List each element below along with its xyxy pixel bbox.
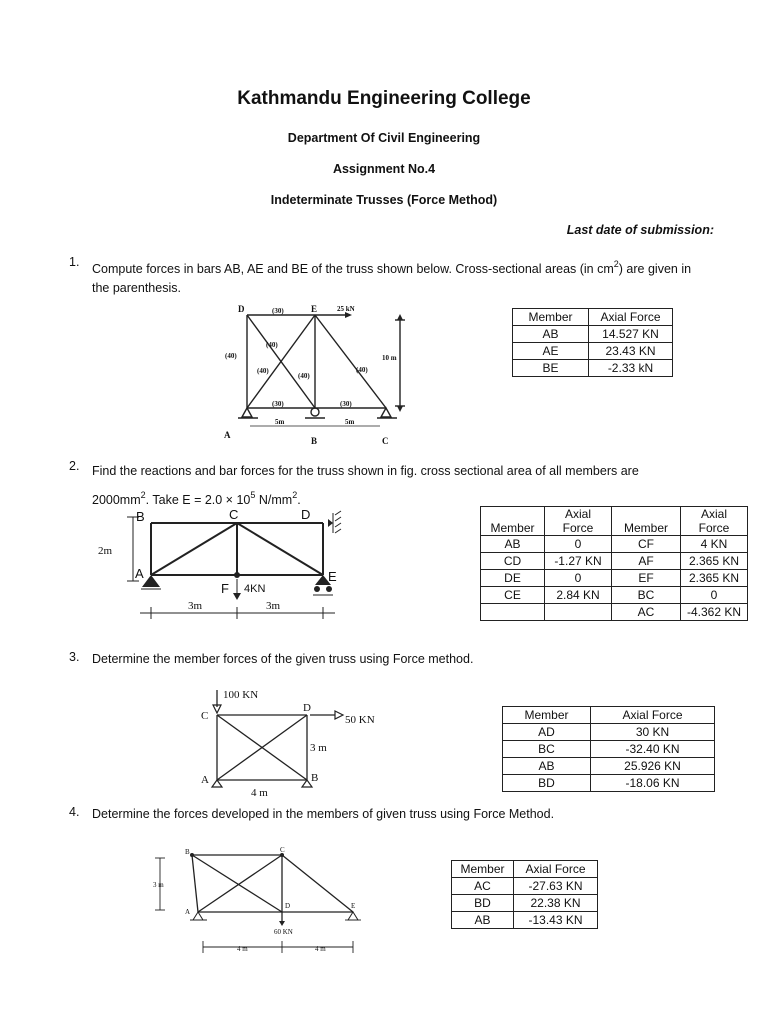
table-cell: AE <box>513 343 589 360</box>
truss-diagram-4 <box>145 840 375 960</box>
span-left-label: 3m <box>188 600 203 612</box>
table-cell: AB <box>452 912 514 929</box>
table-cell: -1.27 KN <box>545 553 612 570</box>
question-2-number: 2. <box>69 459 80 473</box>
table-cell: EF <box>612 570 681 587</box>
table-cell: 0 <box>545 536 612 553</box>
table-cell <box>481 604 545 621</box>
header-force: Force <box>698 521 730 535</box>
table-row <box>452 912 598 929</box>
question-2-text-b3: N/mm <box>255 493 293 507</box>
table-cell: AB <box>513 326 589 343</box>
table-header-cell <box>545 507 612 536</box>
table-cell: -32.40 KN <box>591 741 715 758</box>
question-3-number: 3. <box>69 650 80 664</box>
truss-diagram-1 <box>220 300 420 450</box>
table-row <box>503 775 715 792</box>
node-e-label: E <box>351 902 356 910</box>
question-1-text <box>92 255 722 298</box>
table-header-cell: Axial Force <box>514 861 598 878</box>
header-axial: Axial <box>700 507 727 521</box>
table-row <box>503 724 715 741</box>
node-d-label: D <box>238 304 245 314</box>
table-cell: CD <box>481 553 545 570</box>
assignment-topic: Indeterminate Trusses (Force Method) <box>270 193 498 207</box>
table-cell: AB <box>481 536 545 553</box>
node-c-label: C <box>201 710 209 722</box>
load-100-label: 100 KN <box>223 689 259 701</box>
load-label: 4KN <box>244 583 266 595</box>
table-row <box>503 758 715 775</box>
question-4-number: 4. <box>69 805 80 819</box>
table-cell: BE <box>513 360 589 377</box>
table-header-row <box>513 309 673 326</box>
height-label: 3 m <box>153 881 164 889</box>
table-cell: BD <box>503 775 591 792</box>
truss-diagram-2 <box>95 505 365 620</box>
header-axial: Axial <box>564 507 591 521</box>
member-ce <box>315 315 386 408</box>
span-left-label: 4 m <box>237 945 248 953</box>
load-label: 25 kN <box>337 305 355 313</box>
question-3-text: Determine the member forces of the given truss using Force method. <box>92 652 474 666</box>
table-row <box>481 570 748 587</box>
node-d-label: D <box>285 902 291 910</box>
table-cell: AF <box>612 553 681 570</box>
table-cell: -18.06 KN <box>591 775 715 792</box>
span-right-label: 5m <box>345 418 355 426</box>
area-bc-label: (30) <box>340 400 352 408</box>
question-4-text: Determine the forces developed in the members of given truss using Force Method. <box>92 807 555 821</box>
table-cell: DE <box>481 570 545 587</box>
table-cell: BD <box>452 895 514 912</box>
question-1-superscript: 2 <box>613 259 619 269</box>
node-e-label: E <box>311 304 318 314</box>
table-row <box>513 326 673 343</box>
area-ad-label: (40) <box>225 352 237 360</box>
table-row <box>513 360 673 377</box>
node-c-label: C <box>382 436 389 446</box>
node-e-label: E <box>328 569 337 584</box>
node-c-label: C <box>280 846 285 854</box>
member-ab <box>192 855 198 912</box>
question-2-sup-1: 2 <box>140 490 146 500</box>
table-header-row <box>452 861 598 878</box>
table-cell: BC <box>612 587 681 604</box>
table-row <box>481 553 748 570</box>
table-header-cell: Member <box>452 861 514 878</box>
results-table-2 <box>480 506 748 621</box>
node-a-label: A <box>201 774 209 786</box>
table-row <box>503 741 715 758</box>
table-header-cell <box>681 507 748 536</box>
table-row <box>452 878 598 895</box>
question-2-text-b2: . Take E = 2.0 × 10 <box>145 493 251 507</box>
table-cell: 2.365 KN <box>681 570 748 587</box>
truss-diagram-3 <box>195 685 395 800</box>
table-header-cell: Member <box>503 707 591 724</box>
node-b-label: B <box>185 848 190 856</box>
load-50-label: 50 KN <box>345 714 375 726</box>
member-ce <box>282 855 356 912</box>
table-cell: AD <box>503 724 591 741</box>
table-row <box>481 536 748 553</box>
assignment-number: Assignment No.4 <box>332 162 436 176</box>
table-header-cell: Axial Force <box>589 309 673 326</box>
results-table-1 <box>512 308 673 377</box>
table-header-cell: Member <box>513 309 589 326</box>
table-cell: AC <box>612 604 681 621</box>
table-cell: 23.43 KN <box>589 343 673 360</box>
table-cell <box>545 604 612 621</box>
height-label: 10 m <box>382 354 397 362</box>
submission-date-label: Last date of submission: <box>566 223 714 237</box>
node-b-label: B <box>136 509 145 524</box>
table-cell: -13.43 KN <box>514 912 598 929</box>
table-cell: AC <box>452 878 514 895</box>
table-cell: -4.362 KN <box>681 604 748 621</box>
area-mid-left-label: (40) <box>257 367 269 375</box>
span-right-label: 4 m <box>315 945 326 953</box>
span-left-label: 5m <box>275 418 285 426</box>
question-2-sup-2: 5 <box>250 490 256 500</box>
node-b-label: B <box>311 772 319 784</box>
results-table-4 <box>451 860 598 929</box>
table-cell: 25.926 KN <box>591 758 715 775</box>
area-ce-label: (40) <box>356 366 368 374</box>
span-right-label: 3m <box>266 600 281 612</box>
table-cell: -27.63 KN <box>514 878 598 895</box>
area-ab-label: (30) <box>272 400 284 408</box>
node-a-label: A <box>185 908 191 916</box>
node-d-label: D <box>303 702 311 714</box>
table-cell: 4 KN <box>681 536 748 553</box>
table-cell: 22.38 KN <box>514 895 598 912</box>
node-f-label: F <box>221 581 229 596</box>
node-b-label: B <box>311 436 318 446</box>
table-cell: 0 <box>545 570 612 587</box>
college-title: Kathmandu Engineering College <box>237 88 531 109</box>
table-cell: 0 <box>681 587 748 604</box>
header-force: Force <box>562 521 594 535</box>
question-1-number: 1. <box>69 255 80 269</box>
area-de-label: (30) <box>272 307 284 315</box>
table-cell: 14.527 KN <box>589 326 673 343</box>
table-header-row <box>503 707 715 724</box>
table-cell: CE <box>481 587 545 604</box>
question-2-text-b1: 2000mm <box>92 493 141 507</box>
question-2-sup-3: 2 <box>292 490 298 500</box>
question-1-text-c: the parenthesis. <box>92 281 181 295</box>
results-table-3 <box>502 706 715 792</box>
question-1-text-a: Compute forces in bars AB, AE and BE of the truss shown below. Cross-sectional areas (in cm <box>92 262 614 276</box>
table-header-cell: Axial Force <box>591 707 715 724</box>
table-cell: CF <box>612 536 681 553</box>
table-row <box>481 604 748 621</box>
table-row <box>452 895 598 912</box>
member-ce <box>237 523 323 575</box>
height-label: 3 m <box>310 742 327 754</box>
node-c-label: C <box>229 507 239 522</box>
area-be-label: (40) <box>298 372 310 380</box>
question-2-text-a: Find the reactions and bar forces for the truss shown in fig. cross sectional area of all members are <box>92 464 639 478</box>
node-a-label: A <box>224 430 231 440</box>
table-cell: 30 KN <box>591 724 715 741</box>
height-label: 2m <box>98 545 113 557</box>
question-2-text-b4: . <box>297 493 301 507</box>
table-cell: -2.33 kN <box>589 360 673 377</box>
table-header-cell: Member <box>481 507 545 536</box>
member-ac <box>151 523 237 575</box>
node-a-label: A <box>135 566 144 581</box>
span-label: 4 m <box>251 787 268 799</box>
table-row <box>513 343 673 360</box>
table-row <box>481 587 748 604</box>
node-d-label: D <box>301 507 311 522</box>
table-header-cell: Member <box>612 507 681 536</box>
department-heading: Department Of Civil Engineering <box>287 131 481 145</box>
table-cell: 2.365 KN <box>681 553 748 570</box>
table-cell: 2.84 KN <box>545 587 612 604</box>
table-cell: AB <box>503 758 591 775</box>
table-header-row <box>481 507 748 536</box>
question-1-text-b: ) are given in <box>618 262 692 276</box>
load-label: 60 KN <box>274 928 293 936</box>
table-cell: BC <box>503 741 591 758</box>
area-diag-label: (40) <box>266 341 278 349</box>
